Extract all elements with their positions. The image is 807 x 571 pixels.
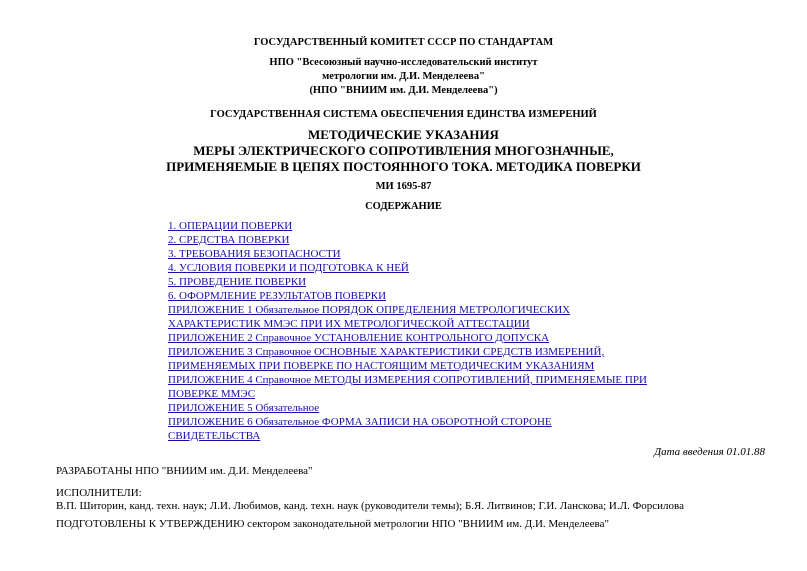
toc-link-appendix-2[interactable]: ПРИЛОЖЕНИЕ 2 Справочное УСТАНОВЛЕНИЕ КОНТРОЛЬНОГО ДОПУСКА [168,332,550,344]
toc-link-appendix-4[interactable]: ПРИЛОЖЕНИЕ 4 Справочное МЕТОДЫ ИЗМЕРЕНИЯ СОПРОТИВЛЕНИЙ, ПРИМЕНЯЕМЫЕ ПРИ [168,374,647,386]
toc-link-1[interactable]: 1. ОПЕРАЦИИ ПОВЕРКИ [168,220,293,232]
developed-by: РАЗРАБОТАНЫ НПО "ВНИИМ им. Д.И. Менделеева" [56,465,313,477]
toc-link-4[interactable]: 4. УСЛОВИЯ ПОВЕРКИ И ПОДГОТОВКА К НЕЙ [168,262,409,274]
document-title-line-1: МЕТОДИЧЕСКИЕ УКАЗАНИЯ [308,127,499,142]
toc-link-6[interactable]: 6. ОФОРМЛЕНИЕ РЕЗУЛЬТАТОВ ПОВЕРКИ [168,290,387,302]
toc-link-2[interactable]: 2. СРЕДСТВА ПОВЕРКИ [168,234,290,246]
introduction-date: Дата введения 01.01.88 [654,446,765,458]
system-heading: ГОСУДАРСТВЕННАЯ СИСТЕМА ОБЕСПЕЧЕНИЯ ЕДИНСТВА ИЗМЕРЕНИЙ [210,109,597,120]
toc-link-appendix-6-cont[interactable]: СВИДЕТЕЛЬСТВА [168,430,261,442]
toc-link-appendix-3-cont[interactable]: ПРИМЕНЯЕМЫХ ПРИ ПОВЕРКЕ ПО НАСТОЯЩИМ МЕТОДИЧЕСКИМ УКАЗАНИЯМ [168,360,595,372]
toc-link-appendix-6[interactable]: ПРИЛОЖЕНИЕ 6 Обязательное ФОРМА ЗАПИСИ НА ОБОРОТНОЙ СТОРОНЕ [168,416,552,428]
toc-link-appendix-1-cont[interactable]: ХАРАКТЕРИСТИК ММЭС ПРИ ИХ МЕТРОЛОГИЧЕСКОЙ АТТЕСТАЦИИ [168,318,530,330]
institute-line-2: метрологии им. Д.И. Менделеева" [322,71,485,82]
toc-link-appendix-4-cont[interactable]: ПОВЕРКЕ ММЭС [168,388,256,400]
prepared-by: ПОДГОТОВЛЕНЫ К УТВЕРЖДЕНИЮ сектором законодательной метрологии НПО "ВНИИМ им. Д.И. Менделеева" [56,518,609,530]
document-title-line-3: ПРИМЕНЯЕМЫЕ В ЦЕПЯХ ПОСТОЯННОГО ТОКА. МЕТОДИКА ПОВЕРКИ [166,159,641,174]
document-title-line-2: МЕРЫ ЭЛЕКТРИЧЕСКОГО СОПРОТИВЛЕНИЯ МНОГОЗНАЧНЫЕ, [193,143,614,158]
toc-link-appendix-3[interactable]: ПРИЛОЖЕНИЕ 3 Справочное ОСНОВНЫЕ ХАРАКТЕРИСТИКИ СРЕДСТВ ИЗМЕРЕНИЙ, [168,346,605,358]
toc-link-appendix-1[interactable]: ПРИЛОЖЕНИЕ 1 Обязательное ПОРЯДОК ОПРЕДЕЛЕНИЯ МЕТРОЛОГИЧЕСКИХ [168,304,571,316]
document-code: МИ 1695-87 [375,181,432,192]
executors-list: В.П. Шиторин, канд. техн. наук; Л.И. Любимов, канд. техн. наук (руководители темы); Б.Я. Литвинов; Г.И. Ланскова; И.Л. Форсилова [56,500,684,512]
institute-line-1: НПО "Всесоюзный научно-исследовательский институт [269,57,538,68]
committee-heading: ГОСУДАРСТВЕННЫЙ КОМИТЕТ СССР ПО СТАНДАРТАМ [253,37,554,48]
executors-label: ИСПОЛНИТЕЛИ: [56,487,142,499]
contents-heading: СОДЕРЖАНИЕ [365,201,442,212]
toc-link-5[interactable]: 5. ПРОВЕДЕНИЕ ПОВЕРКИ [168,276,307,288]
toc-link-3[interactable]: 3. ТРЕБОВАНИЯ БЕЗОПАСНОСТИ [168,248,341,260]
toc-link-appendix-5[interactable]: ПРИЛОЖЕНИЕ 5 Обязательное [168,402,320,414]
institute-line-3: (НПО "ВНИИМ им. Д.И. Менделеева") [309,85,498,96]
